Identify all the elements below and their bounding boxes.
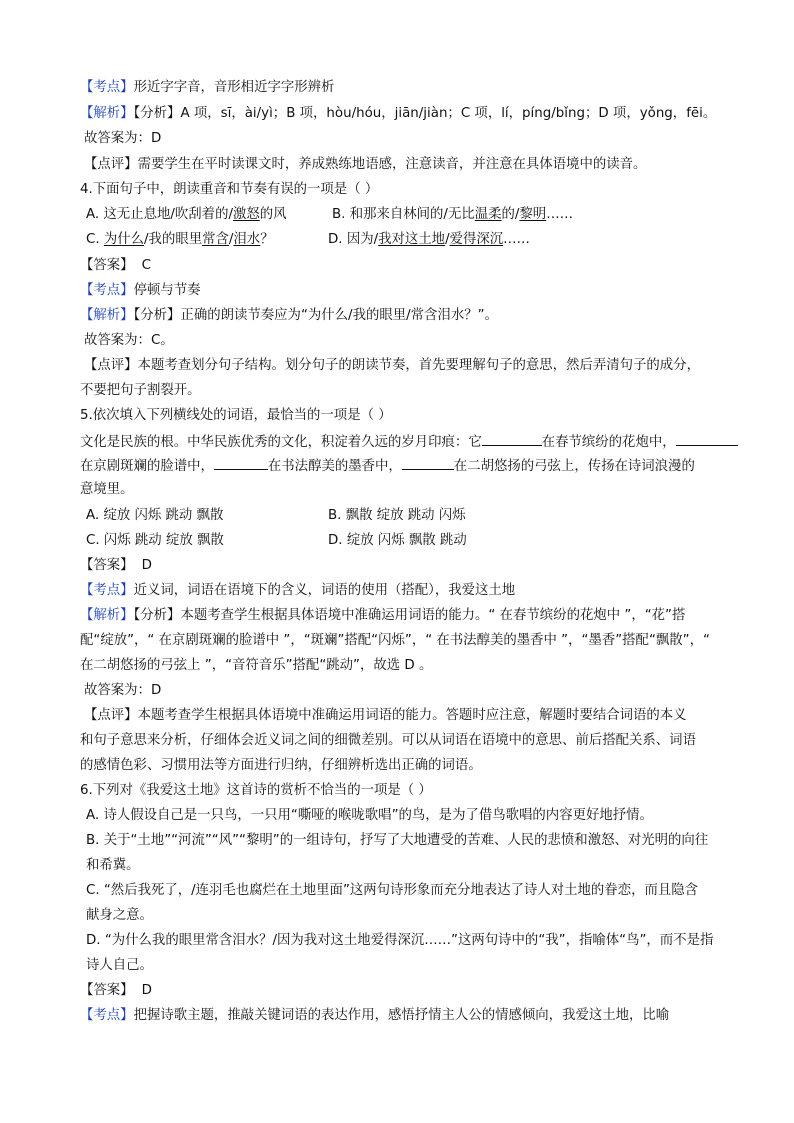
- q6-option-d: D. “为什么我的眼里常含泪水？/因为我对这土地爱得深沉……”这两句诗中的“我”，指喻体“鸟”，而不是指: [86, 933, 714, 948]
- q5-jiexi-line-3: 在二胡悠扬的弓弦上 ”，“音符音乐”搭配“跳动”，故选 D 。: [80, 658, 433, 673]
- q5-answer-summary: 故答案为：D: [84, 683, 162, 698]
- q6-answer: D: [141, 983, 152, 998]
- kaodian-text: 形近字字音，音形相近字字形辨析: [133, 80, 335, 95]
- q4-option-d: D. 因为/我对这土地/爱得深沉……: [328, 232, 530, 247]
- blank-2: [676, 431, 738, 446]
- q4-dianping-line: 【点评】本题考查划分句子结构。划分句子的朗读节奏，首先要理解句子的意思，然后弄清句子的成分，: [84, 358, 700, 373]
- dianping-tag: 【点评】: [84, 157, 138, 172]
- q4-option-a: A. 这无止息地/吹刮着的/激怒的风: [86, 207, 287, 222]
- q4-answer-line: [80, 256, 151, 276]
- q4-answer: C: [141, 258, 151, 273]
- answer-tag: 【答案】: [80, 258, 134, 273]
- dianping-text: 需要学生在平时读课文时，养成熟练地语感，注意读音，并注意在具体语境中的读音。: [137, 157, 647, 172]
- q6-option-d-line-2: 诗人自己。: [86, 958, 153, 973]
- q5-dianping-line: 【点评】本题考查学生根据具体语境中准确运用词语的能力。答题时应注意，解题时要结合词语的本义: [84, 708, 687, 723]
- kaodian-tag: 【考点】: [80, 80, 134, 95]
- q4-jiexi-line: 【解析】【分析】正确的朗读节奏应为“为什么/我的眼里/常含泪水？”。: [80, 308, 498, 323]
- q6-kaodian-line: 【考点】把握诗歌主题，推敲关键词语的表达作用，感悟抒情主人公的情感倾向，我爱这土地，比喻: [80, 1008, 670, 1023]
- q4-dianping-line-2: 不要把句子割裂开。: [80, 383, 201, 398]
- q6-answer-line: 【答案】 D: [80, 983, 152, 998]
- q5-option-d: D. 绽放 闪烁 飘散 跳动: [328, 533, 467, 548]
- jiexi-text: A 项，sī，ài/yì；B 项，hòu/hóu，jiān/jiàn；C 项，lí，píng/bǐng；D 项，yǒng，fēi。: [180, 106, 717, 121]
- q5-passage-line-3: 意境里。: [80, 482, 134, 497]
- jiexi-line: [80, 104, 716, 124]
- q5-kaodian-line: 【考点】近义词，词语在语境下的含义，词语的使用（搭配），我爱这土地: [80, 583, 516, 598]
- q4-answer-summary: 故答案为：C。: [84, 333, 174, 348]
- question-5-stem: 5.依次填入下列横线处的词语，最恰当的一项是（ ）: [80, 408, 392, 423]
- q6-option-b-line-2: 和希冀。: [86, 858, 140, 873]
- q5-jiexi-line: 【解析】【分析】本题考查学生根据具体语境中准确运用词语的能力。“ 在春节缤纷的花炮中 ”，“花”搭: [80, 608, 686, 623]
- q6-option-a: A. 诗人假设自己是一只鸟，一只用“嘶哑的喉咙歌唱”的鸟，是为了借鸟歌唱的内容更好地抒情。: [86, 808, 653, 823]
- kaodian-line: [80, 78, 334, 98]
- q6-option-c: C. “然后我死了，/连羽毛也腐烂在土地里面”这两句诗形象而充分地表达了诗人对土地的眷恋，而且隐含: [86, 883, 699, 898]
- q5-jiexi-line-2: 配“绽放”，“ 在京剧斑斓的脸谱中 ”，“斑斓”搭配“闪烁”，“ 在书法醇美的墨香中 ”，“墨香”搭配“飘散”，“: [80, 633, 710, 648]
- q5-dianping-line-2: 和句子意思来分析，仔细体会近义词之间的细微差别。可以从词语在语境中的意思、前后搭配关系、词语: [80, 733, 696, 748]
- q5-option-c: C. 闪烁 跳动 绽放 飘散: [86, 533, 224, 548]
- question-6-stem: 6.下列对《我爱这土地》这首诗的赏析不恰当的一项是（ ）: [80, 783, 432, 798]
- q5-passage-line-2: 在京剧斑斓的脸谱中， 在书法醇美的墨香中， 在二胡悠扬的弓弦上，传扬在诗词浪漫的: [80, 455, 695, 475]
- blank-3: [214, 455, 268, 470]
- q5-passage-line-1: 文化是民族的根。中华民族优秀的文化，积淀着久远的岁月印痕：它 在春节缤纷的花炮中，: [80, 431, 738, 451]
- q6-option-c-line-2: 献身之意。: [86, 908, 153, 923]
- q4-kaodian-line: 【考点】停顿与节奏: [80, 283, 201, 298]
- q5-dianping-line-3: 的感情色彩、习惯用法等方面进行归纳，仔细辨析选出正确的词语。: [80, 758, 482, 773]
- blank-4: [402, 455, 454, 470]
- q4-option-c: C. 为什么/我的眼里常含/泪水？: [86, 232, 274, 247]
- dianping-line: [84, 155, 646, 175]
- q5-answer: D: [141, 558, 152, 573]
- q5-option-b: B. 飘散 绽放 跳动 闪烁: [328, 508, 466, 523]
- question-4-stem: 4.下面句子中，朗读重音和节奏有误的一项是（ ）: [80, 182, 379, 197]
- q6-option-b: B. 关于“土地”“河流”“风”“黎明”的一组诗句，抒写了大地遭受的苦难、人民的悲愤和激怒、对光明的向往: [86, 833, 709, 848]
- q5-answer-line: 【答案】 D: [80, 558, 152, 573]
- blank-1: [482, 431, 542, 446]
- q5-option-a: A. 绽放 闪烁 跳动 飘散: [86, 508, 224, 523]
- jiexi-tag: 【解析】: [80, 106, 134, 121]
- answer-line: 故答案为：D: [84, 131, 162, 146]
- q4-option-b: B. 和那来自林间的/无比温柔的/黎明……: [332, 207, 573, 222]
- fenxi-tag: 【分析】: [133, 106, 181, 121]
